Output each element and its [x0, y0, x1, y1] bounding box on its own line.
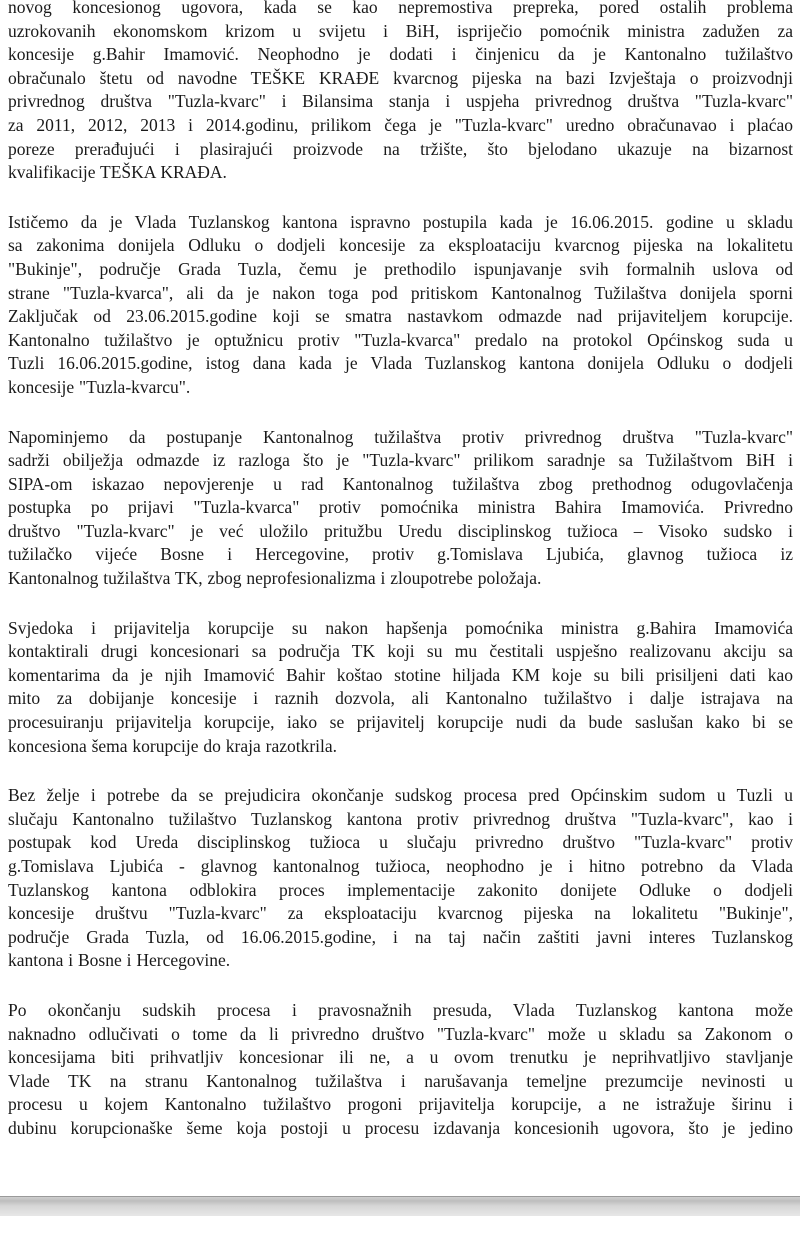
text-line: za 2011, 2012, 2013 i 2014.godinu, prilikom čega je "Tuzla-kvarc" uredno obračunavao i plaćao [8, 114, 793, 135]
text-line: Svjedoka i prijavitelja korupcije su nakon hapšenja pomoćnika ministra g.Bahira Imamovića [8, 617, 793, 638]
text-line: društvo "Tuzla-kvarc" je već uložilo pritužbu Uredu disciplinskog tužioca – Visoko sudsko i [8, 520, 793, 541]
text-line: obračunalo štetu od navodne TEŠKE KRAĐE kvarcnog pijeska na bazi Izvještaja o proizvodnji [8, 67, 793, 88]
paragraph-6 [8, 999, 793, 1141]
paragraph-4 [8, 617, 793, 759]
text-line: koncesiona šema korupcije do kraja razotkrila. [8, 735, 338, 756]
document-body [8, 0, 793, 1167]
text-line: Tuzlanskog kantona odblokira proces implementacije zakonito donijete Odluke o dodjeli [8, 879, 793, 900]
text-line: područje Grada Tuzla, od 16.06.2015.godine, i na taj način zaštiti javni interes Tuzlanskog [8, 926, 793, 947]
text-line: Kantonalnog tužilaštva TK, zbog neprofesionalizma i zloupotrebe položaja. [8, 568, 542, 589]
text-line: procesu u kojem Kantonalno tužilaštvo progoni prijavitelja korupcije, a ne istražuje širinu i [8, 1094, 793, 1115]
text-line: "Bukinje", područje Grada Tuzla, čemu je prethodilo ispunjavanje svih formalnih uslova od [8, 258, 793, 279]
text-line: Ističemo da je Vlada Tuzlanskog kantona ispravno postupila kada je 16.06.2015. godine u skladu [8, 211, 793, 232]
paragraph-2 [8, 211, 793, 400]
text-line: Kantonalno tužilaštvo je optužnicu protiv "Tuzla-kvarca" predalo na protokol Općinskog suda u [8, 329, 793, 350]
text-line: Po okončanju sudskih procesa i pravosnažnih presuda, Vlada Tuzlanskog kantona može [8, 999, 793, 1020]
text-line: slučaju Kantonalno tužilaštvo Tuzlanskog kantona protiv privrednog društva "Tuzla-kvarc", kao i [8, 808, 793, 829]
text-line: koncesijama biti prihvatljiv koncesionar ili ne, a u ovom trenutku je neprihvatljivo stavljanje [8, 1047, 793, 1068]
text-line: SIPA-om iskazao nepovjerenje u rad Kantonalnog tužilaštva zbog prethodnog odugovlačenja [8, 473, 793, 494]
text-line: Napominjemo da postupanje Kantonalnog tužilaštva protiv privrednog društva "Tuzla-kvarc" [8, 426, 793, 447]
paragraph-1 [8, 0, 793, 185]
text-line: uzrokovanih ekonomskom krizom u svijetu i BiH, ispriječio pomoćnik ministra zadužen za [8, 20, 793, 41]
text-line: strane "Tuzla-kvarca", ali da je nakon toga pod pritiskom Kantonalnog Tužilaštva donijela sporni [8, 282, 793, 303]
text-line: sa zakonima donijela Odluku o dodjeli koncesije za eksploataciju kvarcnog pijeska na lokalitetu [8, 235, 793, 256]
paragraph-5 [8, 784, 793, 973]
text-line: Zaključak od 23.06.2015.godine koji se smatra nastavkom odmazde nad prijaviteljem korupcije. [8, 306, 793, 327]
text-line: Vlade TK na stranu Kantonalnog tužilaštva i narušavanja temeljne prezumcije nevinosti u [8, 1070, 793, 1091]
text-line: mito za dobijanje koncesije i raznih dozvola, ali Kantonalno tužilaštvo i dalje istrajava na [8, 688, 793, 709]
text-line: privrednog društva "Tuzla-kvarc" i Bilansima stanja i uspjeha privrednog društva "Tuzla-kvarc" [8, 91, 793, 112]
text-line: kantona i Bosne i Hercegovine. [8, 950, 231, 971]
paragraph-3 [8, 426, 793, 591]
text-line: postupak kod Ureda disciplinskog tužioca u slučaju privredno društvo "Tuzla-kvarc" protiv [8, 832, 793, 853]
text-line: naknadno odlučivati o tome da li privredno društvo "Tuzla-kvarc" može u skladu sa Zakonom o [8, 1023, 793, 1044]
text-line: Bez želje i potrebe da se prejudicira okončanje sudskog procesa pred Općinskim sudom u Tuzli u [8, 785, 793, 806]
text-line: kontaktirali drugi koncesionari sa područja TK koji su mu čestitali uspješno realizovanu akciju sa [8, 641, 793, 662]
text-line: procesuiranju prijavitelja korupcije, iako se prijavitelj korupcije nudi da bude saslušan kako bi se [8, 712, 793, 733]
next-page-top [0, 1216, 800, 1237]
text-line: sadrži obilježja odmazde iz razloga što je "Tuzla-kvarc" prilikom saradnje sa Tužilaštvom BiH i [8, 450, 793, 471]
text-line: koncesije g.Bahir Imamović. Neophodno je dodati i činjenicu da je Kantonalno tužilaštvo [8, 44, 793, 65]
text-line: g.Tomislava Ljubića - glavnog kantonalnog tužioca, neophodno je i hitno potrebno da Vlada [8, 856, 793, 876]
text-line: kvalifikacije TEŠKA KRAĐA. [8, 162, 227, 183]
text-line: tužilačko vijeće Bosne i Hercegovine, protiv g.Tomislava Ljubića, glavnog tužioca iz [8, 544, 793, 565]
text-line: dubinu korupcionaške šeme koja postoji u procesu izdavanja koncesionih ugovora, što je jedino [8, 1117, 793, 1138]
page-break-separator [0, 1196, 800, 1217]
text-line: koncesije društvu "Tuzla-kvarc" za eksploataciju kvarcnog pijeska na lokalitetu "Bukinje", [8, 903, 793, 924]
text-line: Tuzli 16.06.2015.godine, istog dana kada je Vlada Tuzlanskog kantona donijela Odluku o dodjeli [8, 353, 793, 374]
text-line: poreze prerađujući i plasirajući proizvode na tržište, što bjelodano ukazuje na bizarnost [8, 138, 793, 159]
text-line: novog koncesionog ugovora, kada se kao nepremostiva prepreka, pored ostalih problema [8, 0, 793, 17]
text-line: komentarima da je njih Imamović Bahir koštao stotine hiljada KM koje su bili prisiljeni dati kao [8, 664, 793, 685]
text-line: postupka po prijavi "Tuzla-kvarca" protiv pomoćnika ministra Bahira Imamovića. Privredno [8, 497, 793, 518]
text-line: koncesije "Tuzla-kvarcu". [8, 376, 191, 397]
